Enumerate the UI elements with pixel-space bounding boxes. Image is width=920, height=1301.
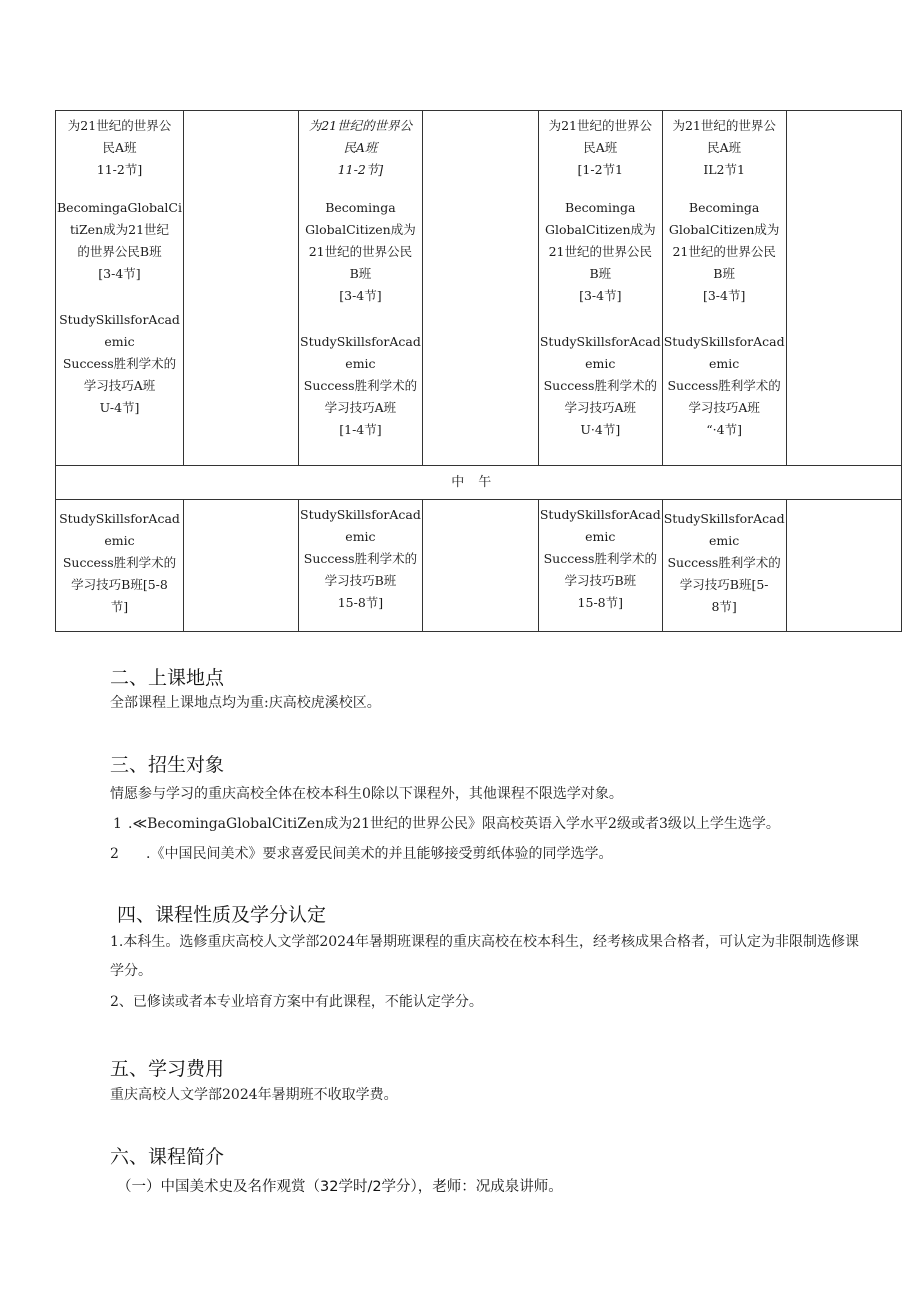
section-heading-fees: 五、学习费用 [110, 1058, 225, 1080]
course-global-citizen-a: 为21世纪的世界公 民A班 IL2节1 [672, 118, 776, 177]
schedule-cell-sat [662, 111, 786, 466]
course-global-citizen-a: 为21世纪的世界公 民A班 11-2节] [67, 118, 172, 177]
fees-text: 重庆高校人文学部2024年暑期班不收取学费。 [110, 1087, 398, 1103]
schedule-cell-sun [786, 111, 901, 466]
afternoon-row [56, 500, 902, 632]
noon-row [56, 466, 902, 500]
course-study-skills-b: StudySkillsforAcad emic Success胜利学术的 学习技巧B班[5- 8节] [663, 511, 785, 614]
course-global-citizen-b: Becominga GlobalCitizen成为 21世纪的世界公民 B班 [3-4节] [305, 200, 416, 303]
schedule-cell-thu-pm [422, 500, 538, 632]
course-study-skills-a: StudySkillsforAcad emic Success胜利学术的 学习技巧A班 U-4节] [59, 312, 180, 415]
schedule-cell-tue [184, 111, 299, 466]
enrollment-text: 情愿参与学习的重庆高校全体在校本科生0除以下课程外，其他课程不限选学对象。 [110, 786, 623, 802]
enrollment-item-2 [110, 844, 612, 864]
course-study-skills-b: StudySkillsforAcad emic Success胜利学术的 学习技巧B班[5-8 节] [59, 511, 180, 614]
enrollment-item-1-number: 1 [113, 816, 122, 832]
course-global-citizen-b: BecomingaGlobalCi tiZen成为21世纪 的世界公民B班 [3-4节] [57, 200, 182, 281]
course-study-skills-b: StudySkillsforAcad emic Success胜利学术的 学习技巧B班 15-8节] [300, 507, 421, 610]
schedule-cell-wed [299, 111, 423, 466]
schedule-cell-tue-pm [184, 500, 299, 632]
schedule-cell-wed-pm [299, 500, 423, 632]
course-global-citizen-a: 为21世纪的世界公 民A班 [1-2节1 [548, 118, 652, 177]
section-heading-courses: 六、课程简介 [110, 1146, 225, 1168]
section-heading-credits: 四、课程性质及学分认定 [117, 904, 327, 926]
schedule-cell-sun-pm [786, 500, 901, 632]
enrollment-item-1-text: .≪BecomingaGlobalCitiZen成为21世纪的世界公民》限高校英语入学水平2级或者3级以上学生选学。 [128, 816, 780, 832]
schedule-table [55, 110, 902, 632]
schedule-cell-mon [56, 111, 184, 466]
course-global-citizen-a: 为21世纪的世界公 民A班 11-2节] [308, 118, 413, 177]
schedule-cell-thu [422, 111, 538, 466]
schedule-cell-fri-pm [538, 500, 662, 632]
enrollment-item-1 [113, 814, 780, 834]
schedule-cell-fri [538, 111, 662, 466]
section-heading-enrollment: 三、招生对象 [110, 754, 225, 776]
course-global-citizen-b: Becominga GlobalCitizen成为 21世纪的世界公民 B班 [3-4节] [668, 200, 780, 303]
enrollment-item-2-number: 2 [110, 846, 119, 862]
enrollment-item-2-text: .《中国民间美术》要求喜爱民间美术的并且能够接受剪纸体验的同学选学。 [146, 846, 613, 862]
course-study-skills-a: StudySkillsforAcad emic Success胜利学术的 学习技巧A班 U·4节] [539, 334, 661, 437]
course-study-skills-a: StudySkillsforAcad emic Success胜利学术的 学习技巧A班 [1-4节] [300, 334, 421, 437]
course-study-skills-a: StudySkillsforAcad emic Success胜利学术的 学习技巧A班 “·4节] [663, 334, 785, 437]
schedule-cell-sat-pm [662, 500, 786, 632]
section-heading-location: 二、上课地点 [110, 667, 225, 689]
location-text: 全部课程上课地点均为重:庆高校虎溪校区。 [110, 695, 381, 711]
course-study-skills-b: StudySkillsforAcad emic Success胜利学术的 学习技巧B班 15-8节] [539, 507, 661, 610]
schedule-cell-mon-pm [56, 500, 184, 632]
credits-item-1: 1.本科生。选修重庆高校人文学部2024年暑期班课程的重庆高校在校本科生，经考核成果合格者，可认定为非限制选修课学分。 [110, 934, 859, 979]
morning-row [56, 111, 902, 466]
credits-item-2: 2、已修读或者本专业培育方案中有此课程，不能认定学分。 [110, 994, 483, 1010]
course-global-citizen-b: Becominga GlobalCitizen成为 21世纪的世界公民 B班 [3-4节] [545, 200, 656, 303]
noon-label: 中午 [56, 466, 902, 500]
course-intro-1: （一）中国美术史及名作观赏（32学时/2学分），老师：况成泉讲师。 [117, 1179, 563, 1195]
